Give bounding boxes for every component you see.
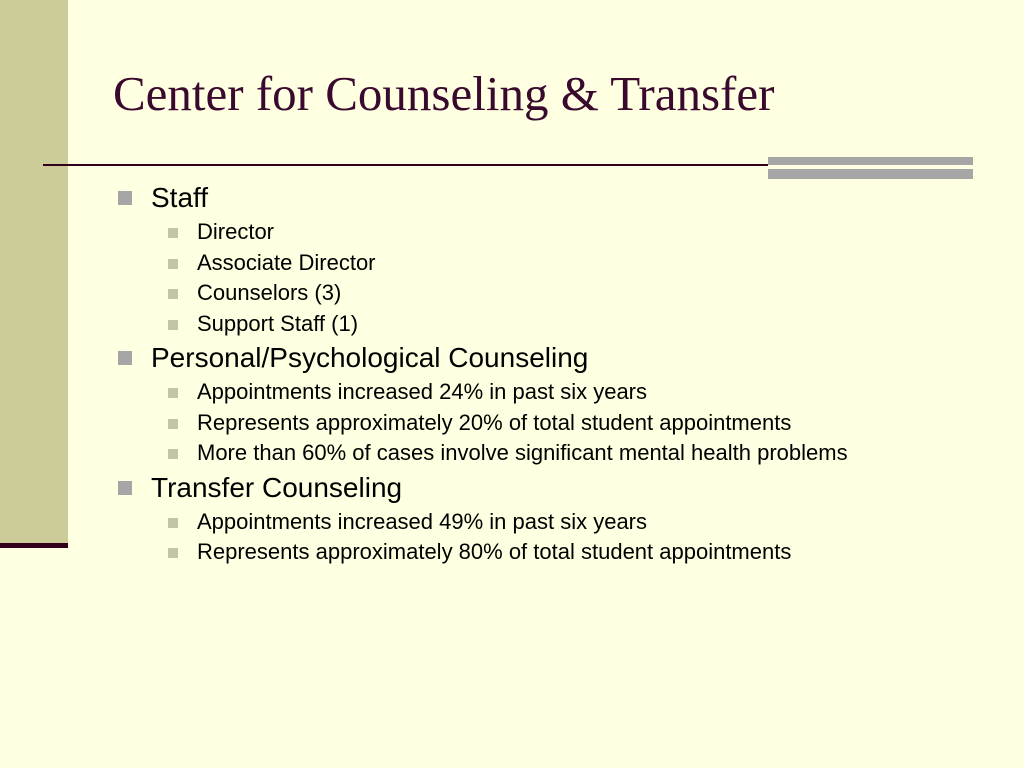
list-item-text: Associate Director [197, 249, 376, 275]
accent-bars [768, 157, 973, 179]
square-bullet-icon [168, 548, 178, 558]
accent-bar-top [768, 157, 973, 165]
list-item-text: Represents approximately 20% of total student appointments [197, 409, 792, 435]
square-bullet-icon [168, 259, 178, 269]
list-item-text: Support Staff (1) [197, 310, 359, 336]
left-decorative-band [0, 0, 68, 545]
square-bullet-icon [168, 518, 178, 528]
list-item-text: Represents approximately 80% of total student appointments [197, 539, 792, 564]
square-bullet-icon [168, 388, 178, 398]
list-item [113, 537, 993, 568]
square-bullet-icon [168, 320, 178, 330]
square-bullet-icon [168, 449, 178, 459]
square-bullet-icon [168, 289, 178, 299]
list-item [113, 217, 993, 248]
slide-title: Center for Counseling & Transfer [113, 66, 775, 121]
left-band-rule [0, 543, 68, 548]
square-bullet-icon [118, 351, 132, 365]
list-item [113, 408, 993, 439]
square-bullet-icon [118, 191, 132, 205]
section-heading-staff [113, 179, 993, 217]
list-item [113, 377, 993, 408]
section-heading-personal-counseling [113, 339, 993, 377]
list-item [113, 438, 993, 469]
list-item [113, 248, 993, 279]
list-item [113, 309, 993, 340]
square-bullet-icon [168, 419, 178, 429]
list-item-text: Counselors (3) [197, 280, 342, 305]
slide-body [113, 179, 993, 568]
accent-bar-bottom [768, 169, 973, 179]
section-heading-text: Staff [151, 182, 209, 213]
list-item-text: More than 60% of cases involve significant mental health problems [197, 440, 848, 465]
title-divider [43, 164, 768, 166]
section-heading-text: Transfer Counseling [151, 471, 403, 503]
list-item-text: Appointments increased 24% in past six years [197, 379, 648, 404]
section-heading-text: Personal/Psychological Counseling [151, 342, 589, 373]
list-item-text: Appointments increased 49% in past six years [197, 508, 648, 534]
list-item [113, 278, 993, 309]
list-item [113, 507, 993, 538]
square-bullet-icon [118, 481, 132, 495]
square-bullet-icon [168, 228, 178, 238]
list-item-text: Director [197, 219, 275, 244]
section-heading-transfer-counseling [113, 469, 993, 507]
